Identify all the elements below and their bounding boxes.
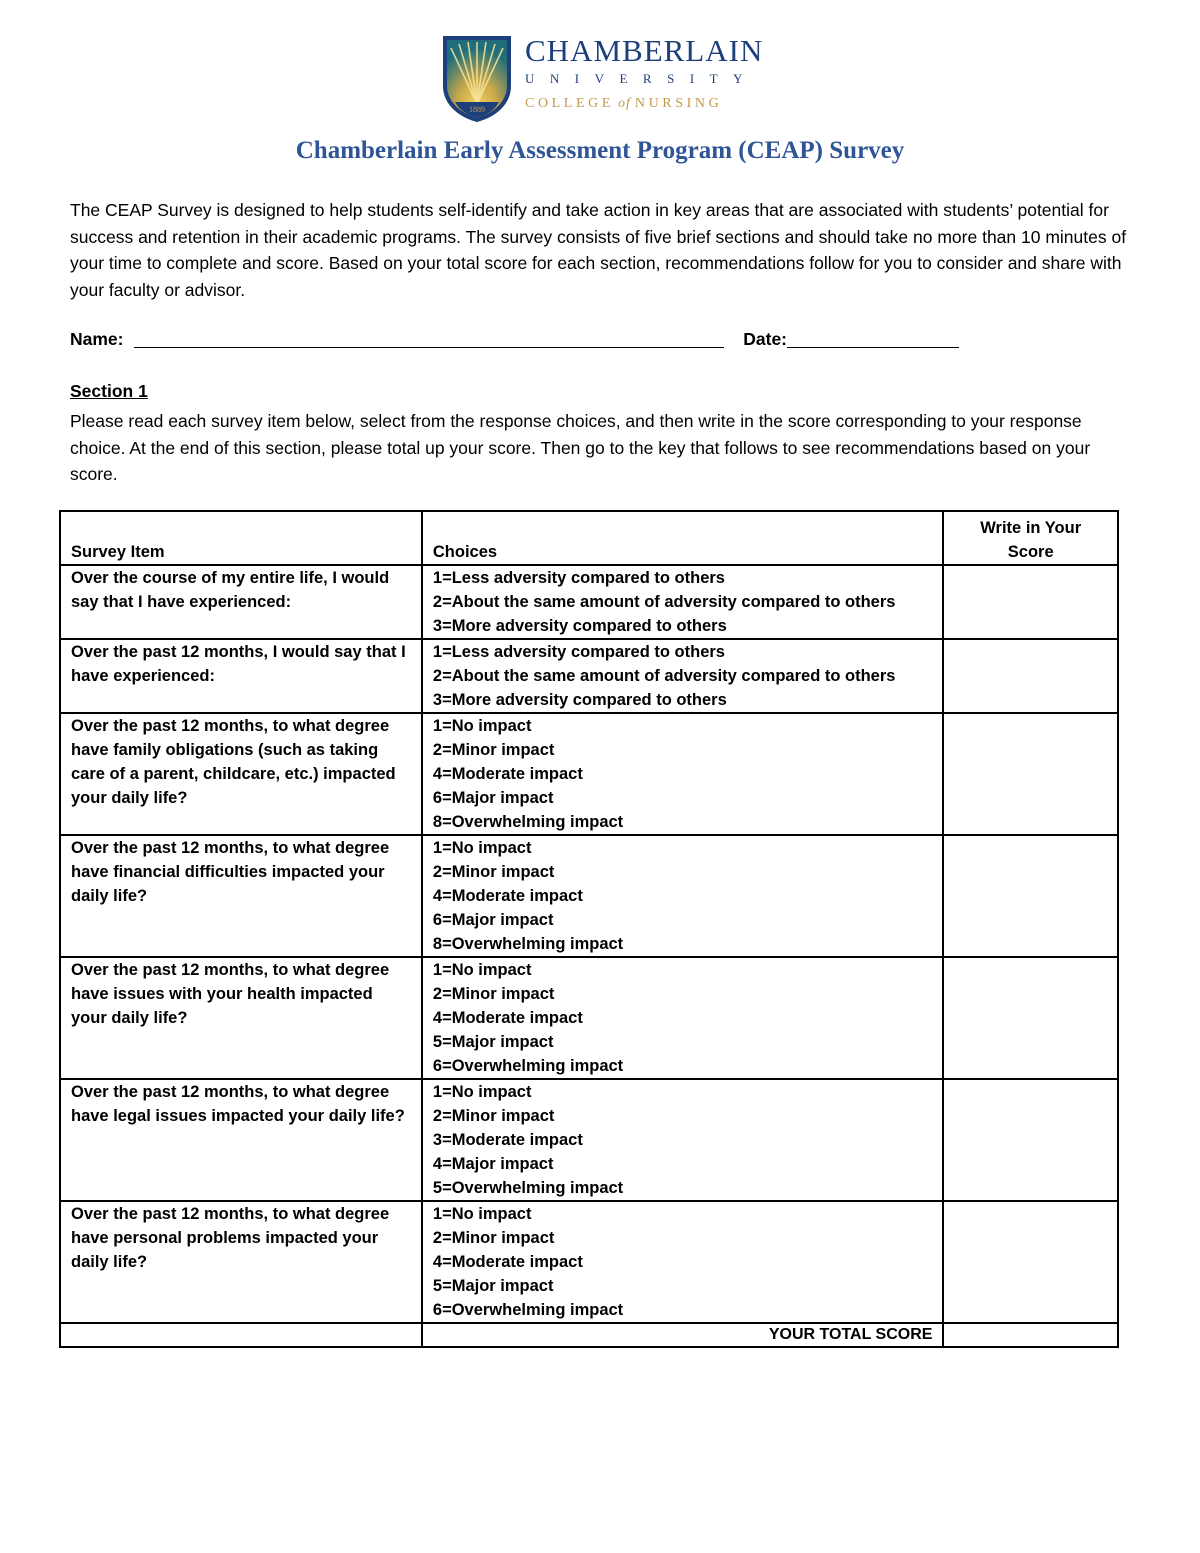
score-input-cell[interactable] — [943, 565, 1118, 639]
choice-option: 1=No impact — [432, 717, 532, 735]
logo-name: CHAMBERLAIN — [525, 33, 764, 68]
score-input-cell[interactable] — [943, 1201, 1118, 1323]
choice-option: 5=Overwhelming impact — [432, 1179, 624, 1197]
choice-option: 2=Minor impact — [432, 1107, 555, 1125]
table-row — [60, 1079, 1118, 1201]
choice-option: 1=Less adversity compared to others — [432, 569, 725, 587]
date-field[interactable] — [787, 331, 959, 348]
choice-option: 1=No impact — [432, 1205, 532, 1223]
name-label: Name: — [70, 329, 124, 349]
logo-college-post: NURSING — [634, 96, 723, 111]
survey-item-text: Over the past 12 months, to what degree have personal problems impacted your daily life? — [60, 1201, 422, 1323]
table-row — [60, 639, 1118, 713]
chamberlain-logo — [441, 34, 771, 124]
choice-option: 6=Major impact — [432, 789, 554, 807]
logo-wordmark — [525, 34, 763, 114]
choice-option: 3=Moderate impact — [432, 1131, 583, 1149]
choices-cell — [422, 565, 944, 639]
score-input-cell[interactable] — [943, 713, 1118, 835]
choices-cell — [422, 1201, 944, 1323]
header-score — [943, 511, 1118, 565]
choice-option: 3=More adversity compared to others — [432, 691, 727, 709]
section-heading: Section 1 — [70, 381, 148, 401]
table-header-row — [60, 511, 1118, 565]
logo-year: 1889 — [469, 105, 485, 114]
table-row — [60, 713, 1118, 835]
score-input-cell[interactable] — [943, 639, 1118, 713]
survey-table-body — [60, 565, 1118, 1323]
choice-option: 2=About the same amount of adversity compared to others — [432, 667, 896, 685]
header-score-line2: Score — [1007, 543, 1054, 561]
choice-option: 1=No impact — [432, 839, 532, 857]
intro-paragraph: The CEAP Survey is designed to help students self-identify and take action in key areas that are associated with students’ potential for success and retention in their academic programs. The survey consists of five brief sections and should take no more than 10 minutes of your time to complete and score. Based on your total score for each section, recommendations follow for you to consider and share with your faculty or advisor. — [70, 200, 1127, 300]
logo-university: UNIVERSITY — [525, 71, 758, 86]
choice-option: 4=Moderate impact — [432, 1009, 583, 1027]
choice-option: 2=Minor impact — [432, 985, 555, 1003]
survey-item-text: Over the past 12 months, to what degree have family obligations (such as taking care of a parent, childcare, etc.) impacted your daily life? — [60, 713, 422, 835]
header-score-line1: Write in Your — [980, 519, 1082, 537]
survey-item-text: Over the past 12 months, to what degree have issues with your health impacted your daily life? — [60, 957, 422, 1079]
name-field[interactable] — [134, 331, 724, 348]
choices-cell — [422, 957, 944, 1079]
survey-item-text: Over the past 12 months, to what degree have financial difficulties impacted your daily life? — [60, 835, 422, 957]
choice-option: 1=Less adversity compared to others — [432, 643, 725, 661]
header-choices: Choices — [422, 511, 944, 565]
score-input-cell[interactable] — [943, 835, 1118, 957]
total-row — [60, 1323, 1118, 1347]
logo-college-pre: COLLEGE — [525, 96, 614, 111]
choice-option: 8=Overwhelming impact — [432, 813, 624, 831]
survey-item-text: Over the past 12 months, I would say that I have experienced: — [60, 639, 422, 713]
choice-option: 6=Major impact — [432, 911, 554, 929]
choice-option: 6=Overwhelming impact — [432, 1301, 624, 1319]
choices-cell — [422, 835, 944, 957]
table-row — [60, 835, 1118, 957]
choice-option: 6=Overwhelming impact — [432, 1057, 624, 1075]
shield-crest-icon — [441, 34, 513, 124]
table-row — [60, 957, 1118, 1079]
choices-cell — [422, 1079, 944, 1201]
choice-option: 4=Moderate impact — [432, 765, 583, 783]
choice-option: 1=No impact — [432, 961, 532, 979]
document-title: Chamberlain Early Assessment Program (CEAP) Survey — [295, 137, 905, 164]
choices-cell — [422, 713, 944, 835]
survey-item-text: Over the past 12 months, to what degree have legal issues impacted your daily life? — [60, 1079, 422, 1201]
total-score-field[interactable] — [943, 1323, 1118, 1347]
choice-option: 5=Major impact — [432, 1033, 554, 1051]
score-input-cell[interactable] — [943, 957, 1118, 1079]
total-score-label: YOUR TOTAL SCORE — [422, 1323, 944, 1347]
table-row — [60, 565, 1118, 639]
survey-item-text: Over the course of my entire life, I would say that I have experienced: — [60, 565, 422, 639]
choice-option: 2=Minor impact — [432, 741, 555, 759]
section-description: Please read each survey item below, select from the response choices, and then write in the score corresponding to your response choice. At the end of this section, please total up your score. Then go to the key that follows to see recommendations based on your score. — [70, 411, 1091, 484]
logo-college — [525, 94, 763, 114]
choice-option: 2=Minor impact — [432, 863, 555, 881]
date-label: Date: — [743, 329, 788, 349]
choice-option: 3=More adversity compared to others — [432, 617, 727, 635]
table-row — [60, 1201, 1118, 1323]
header-survey-item: Survey Item — [60, 511, 422, 565]
choice-option: 2=Minor impact — [432, 1229, 555, 1247]
choice-option: 4=Moderate impact — [432, 1253, 583, 1271]
score-input-cell[interactable] — [943, 1079, 1118, 1201]
total-empty-cell — [60, 1323, 422, 1347]
survey-table — [59, 510, 1119, 1348]
name-date-line — [70, 329, 959, 350]
choice-option: 4=Major impact — [432, 1155, 554, 1173]
choice-option: 1=No impact — [432, 1083, 532, 1101]
choice-option: 8=Overwhelming impact — [432, 935, 624, 953]
choices-cell — [422, 639, 944, 713]
choice-option: 5=Major impact — [432, 1277, 554, 1295]
choice-option: 4=Moderate impact — [432, 887, 583, 905]
logo-college-of: of — [617, 96, 631, 111]
choice-option: 2=About the same amount of adversity compared to others — [432, 593, 896, 611]
